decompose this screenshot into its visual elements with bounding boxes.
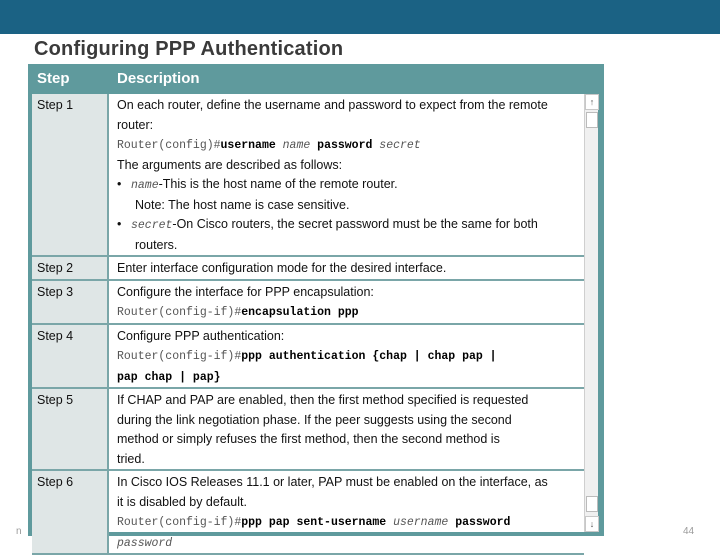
- step-cell: Step 2: [32, 256, 108, 280]
- command-line: [117, 346, 582, 367]
- note-line: routers.: [135, 237, 178, 252]
- footer-mark: n: [16, 526, 22, 537]
- description-line: method or simply refuses the first method, then the second method is: [117, 432, 500, 446]
- table-row: [32, 470, 584, 554]
- command-token: secret: [379, 139, 421, 152]
- table-header: [28, 64, 604, 94]
- table-row: [32, 256, 584, 280]
- description-line: Enter interface configuration mode for the desired interface.: [117, 261, 447, 275]
- table-row: [32, 324, 584, 389]
- command-token: password: [317, 139, 380, 152]
- command-token: username: [393, 516, 456, 529]
- argument-description: -On Cisco routers, the secret password must be the same for both: [172, 217, 538, 231]
- step-cell: Step 6: [32, 470, 108, 554]
- command-token: {chap | chap pap |: [372, 350, 497, 363]
- description-line: Configure the interface for PPP encapsulation:: [117, 284, 374, 299]
- command-token: Router(config-if)#: [117, 306, 242, 319]
- page-title: Configuring PPP Authentication: [34, 38, 344, 60]
- bullet-line: [117, 175, 582, 196]
- step-cell: Step 3: [32, 280, 108, 324]
- description-line: On each router, define the username and password to expect from the remote: [117, 98, 548, 112]
- page-number: 44: [683, 526, 695, 537]
- command-line: [117, 302, 582, 323]
- argument-term: name: [131, 179, 159, 192]
- command-line: [117, 512, 582, 533]
- header-description: Description: [117, 70, 200, 87]
- command-token: ppp authentication: [241, 350, 373, 363]
- bullet-line: [117, 215, 582, 236]
- command-line: [117, 367, 582, 388]
- top-banner: [0, 0, 720, 34]
- command-token: ppp pap sent-username: [241, 516, 394, 529]
- table-body[interactable]: [32, 94, 598, 550]
- scroll-thumb[interactable]: [586, 112, 598, 128]
- description-line: If CHAP and PAP are enabled, then the first method specified is requested: [117, 393, 529, 407]
- table-rows: [32, 94, 584, 554]
- description-cell: [108, 280, 584, 324]
- description-cell: [108, 388, 584, 470]
- description-line: The arguments are described as follows:: [117, 157, 343, 172]
- command-token: Router(config-if)#: [117, 516, 242, 529]
- argument-description: -This is the host name of the remote router.: [158, 177, 398, 191]
- vertical-scrollbar[interactable]: [584, 94, 598, 532]
- table-row: [32, 280, 584, 324]
- command-token: encapsulation ppp: [241, 306, 359, 319]
- command-token: Router(config)#: [117, 139, 221, 152]
- step-cell: Step 1: [32, 94, 108, 256]
- command-line: [117, 533, 582, 554]
- description-cell: [108, 94, 584, 256]
- note-line: Note: The host name is case sensitive.: [135, 197, 350, 212]
- step-cell: Step 5: [32, 388, 108, 470]
- command-token: password: [117, 536, 173, 550]
- description-line: tried.: [117, 451, 145, 466]
- bullet-icon: •: [117, 217, 122, 231]
- command-token: pap chap | pap}: [117, 370, 221, 384]
- command-token: username: [220, 139, 283, 152]
- description-cell: [108, 470, 584, 554]
- argument-term: secret: [131, 219, 173, 232]
- step-cell: Step 4: [32, 324, 108, 389]
- description-cell: [108, 324, 584, 389]
- table-row: [32, 388, 584, 470]
- header-step: Step: [37, 70, 70, 87]
- description-line: router:: [117, 117, 154, 132]
- description-line: during the link negotiation phase. If the peer suggests using the second: [117, 412, 512, 427]
- command-token: Router(config-if)#: [117, 350, 242, 363]
- scroll-thumb-lower[interactable]: [586, 496, 598, 512]
- description-line: it is disabled by default.: [117, 494, 247, 509]
- description-cell: [108, 256, 584, 280]
- table-row: [32, 94, 584, 256]
- command-token: password: [455, 516, 511, 529]
- command-token: name: [282, 139, 318, 152]
- scroll-down-icon[interactable]: ↓: [585, 516, 599, 532]
- step-description-table: [28, 64, 604, 550]
- command-line: [117, 135, 582, 156]
- bullet-icon: •: [117, 177, 122, 191]
- description-line: In Cisco IOS Releases 11.1 or later, PAP must be enabled on the interface, as: [117, 475, 548, 489]
- scroll-up-icon[interactable]: ↑: [585, 94, 599, 110]
- description-line: Configure PPP authentication:: [117, 328, 285, 343]
